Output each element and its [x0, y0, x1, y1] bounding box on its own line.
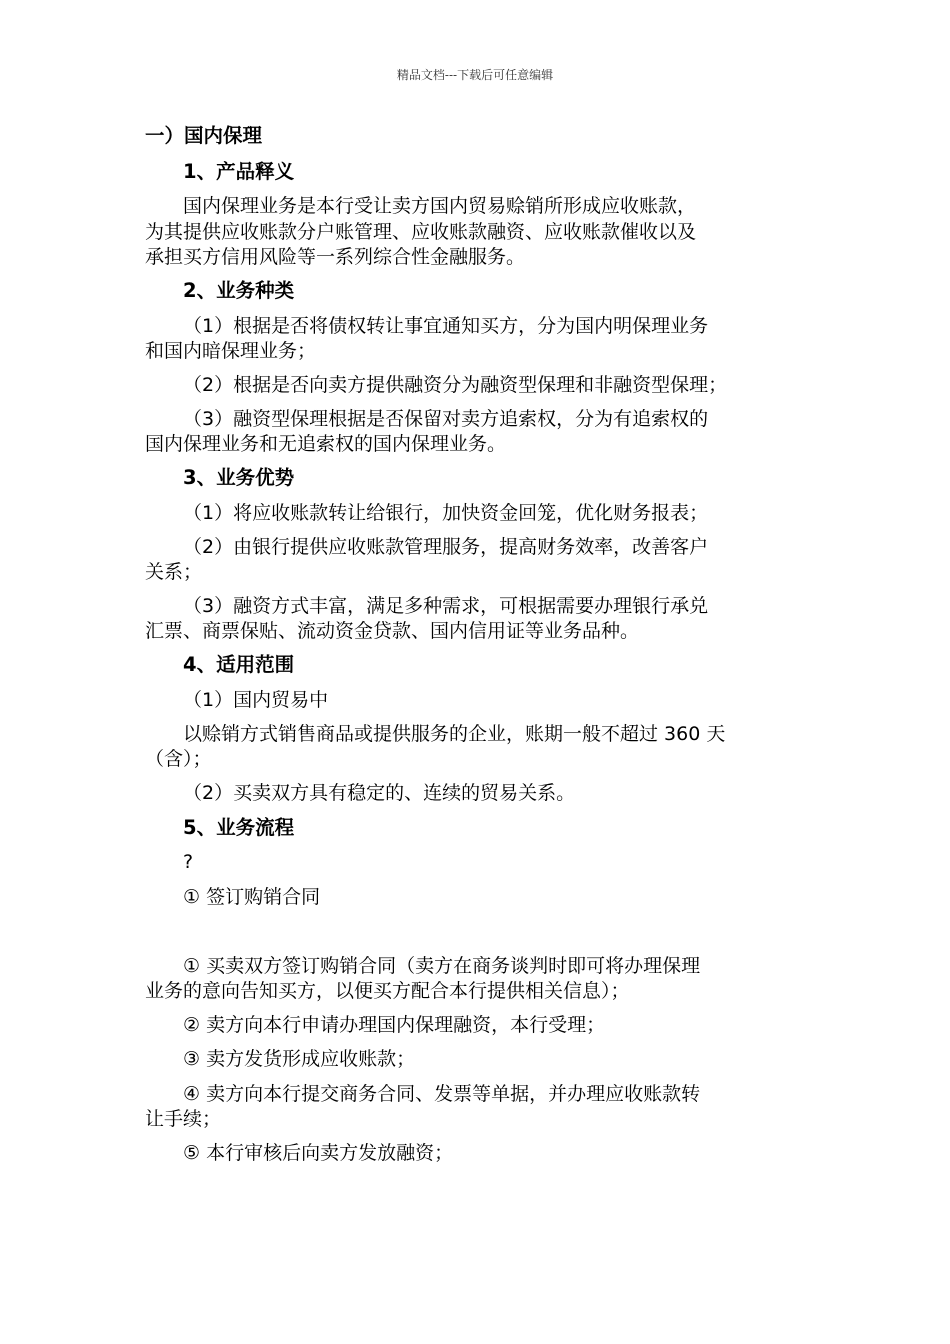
paragraph-line: 承担买方信用风险等一系列综合性金融服务。 — [145, 246, 526, 268]
paragraph-line: （1）根据是否将债权转让事宜通知买方，分为国内明保理业务 — [183, 315, 709, 337]
placeholder-mark: ? — [183, 851, 194, 873]
paragraph-line: （2）买卖双方具有稳定的、连续的贸易关系。 — [183, 782, 576, 804]
paragraph-line: 为其提供应收账款分户账管理、应收账款融资、应收账款催收以及 — [145, 221, 697, 243]
paragraph-line: 和国内暗保理业务； — [145, 340, 317, 362]
paragraph-line: 汇票、商票保贴、流动资金贷款、国内信用证等业务品种。 — [145, 620, 640, 642]
paragraph-line: （2）根据是否向卖方提供融资分为融资型保理和非融资型保理； — [183, 374, 728, 396]
paragraph-line: 关系； — [145, 561, 203, 583]
step-item: ④ 卖方向本行提交商务合同、发票等单据，并办理应收账款转 — [183, 1083, 701, 1105]
subheading-advantages: 3、业务优势 — [183, 466, 295, 489]
section-heading: 一）国内保理 — [145, 124, 263, 147]
paragraph-line: 以赊销方式销售商品或提供服务的企业，账期一般不超过 360 天 — [183, 723, 726, 745]
paragraph-line: 国内保理业务和无追索权的国内保理业务。 — [145, 433, 507, 455]
paragraph-line: （含）； — [145, 748, 212, 770]
page-header: 精品文档---下载后可任意编辑 — [396, 68, 554, 82]
step-item: ⑤ 本行审核后向卖方发放融资； — [183, 1142, 454, 1164]
paragraph-line: 让手续； — [145, 1108, 222, 1130]
step-item: ① 签订购销合同 — [183, 886, 321, 908]
paragraph-line: （1）国内贸易中 — [183, 689, 329, 711]
paragraph-line: 业务的意向告知买方，以便买方配合本行提供相关信息）； — [145, 980, 630, 1002]
paragraph-line: （1）将应收账款转让给银行，加快资金回笼，优化财务报表； — [183, 502, 709, 524]
subheading-product-definition: 1、产品释义 — [183, 160, 295, 183]
step-item: ② 卖方向本行申请办理国内保理融资，本行受理； — [183, 1014, 606, 1036]
step-item: ③ 卖方发货形成应收账款； — [183, 1048, 416, 1070]
subheading-scope: 4、适用范围 — [183, 653, 295, 676]
paragraph-line: （3）融资型保理根据是否保留对卖方追索权，分为有追索权的 — [183, 408, 709, 430]
step-item: ① 买卖双方签订购销合同（卖方在商务谈判时即可将办理保理 — [183, 955, 701, 977]
paragraph-line: 国内保理业务是本行受让卖方国内贸易赊销所形成应收账款， — [183, 195, 697, 217]
subheading-process: 5、业务流程 — [183, 816, 295, 839]
subheading-business-types: 2、业务种类 — [183, 279, 295, 302]
paragraph-line: （3）融资方式丰富，满足多种需求，可根据需要办理银行承兑 — [183, 595, 709, 617]
paragraph-line: （2）由银行提供应收账款管理服务，提高财务效率，改善客户 — [183, 536, 709, 558]
